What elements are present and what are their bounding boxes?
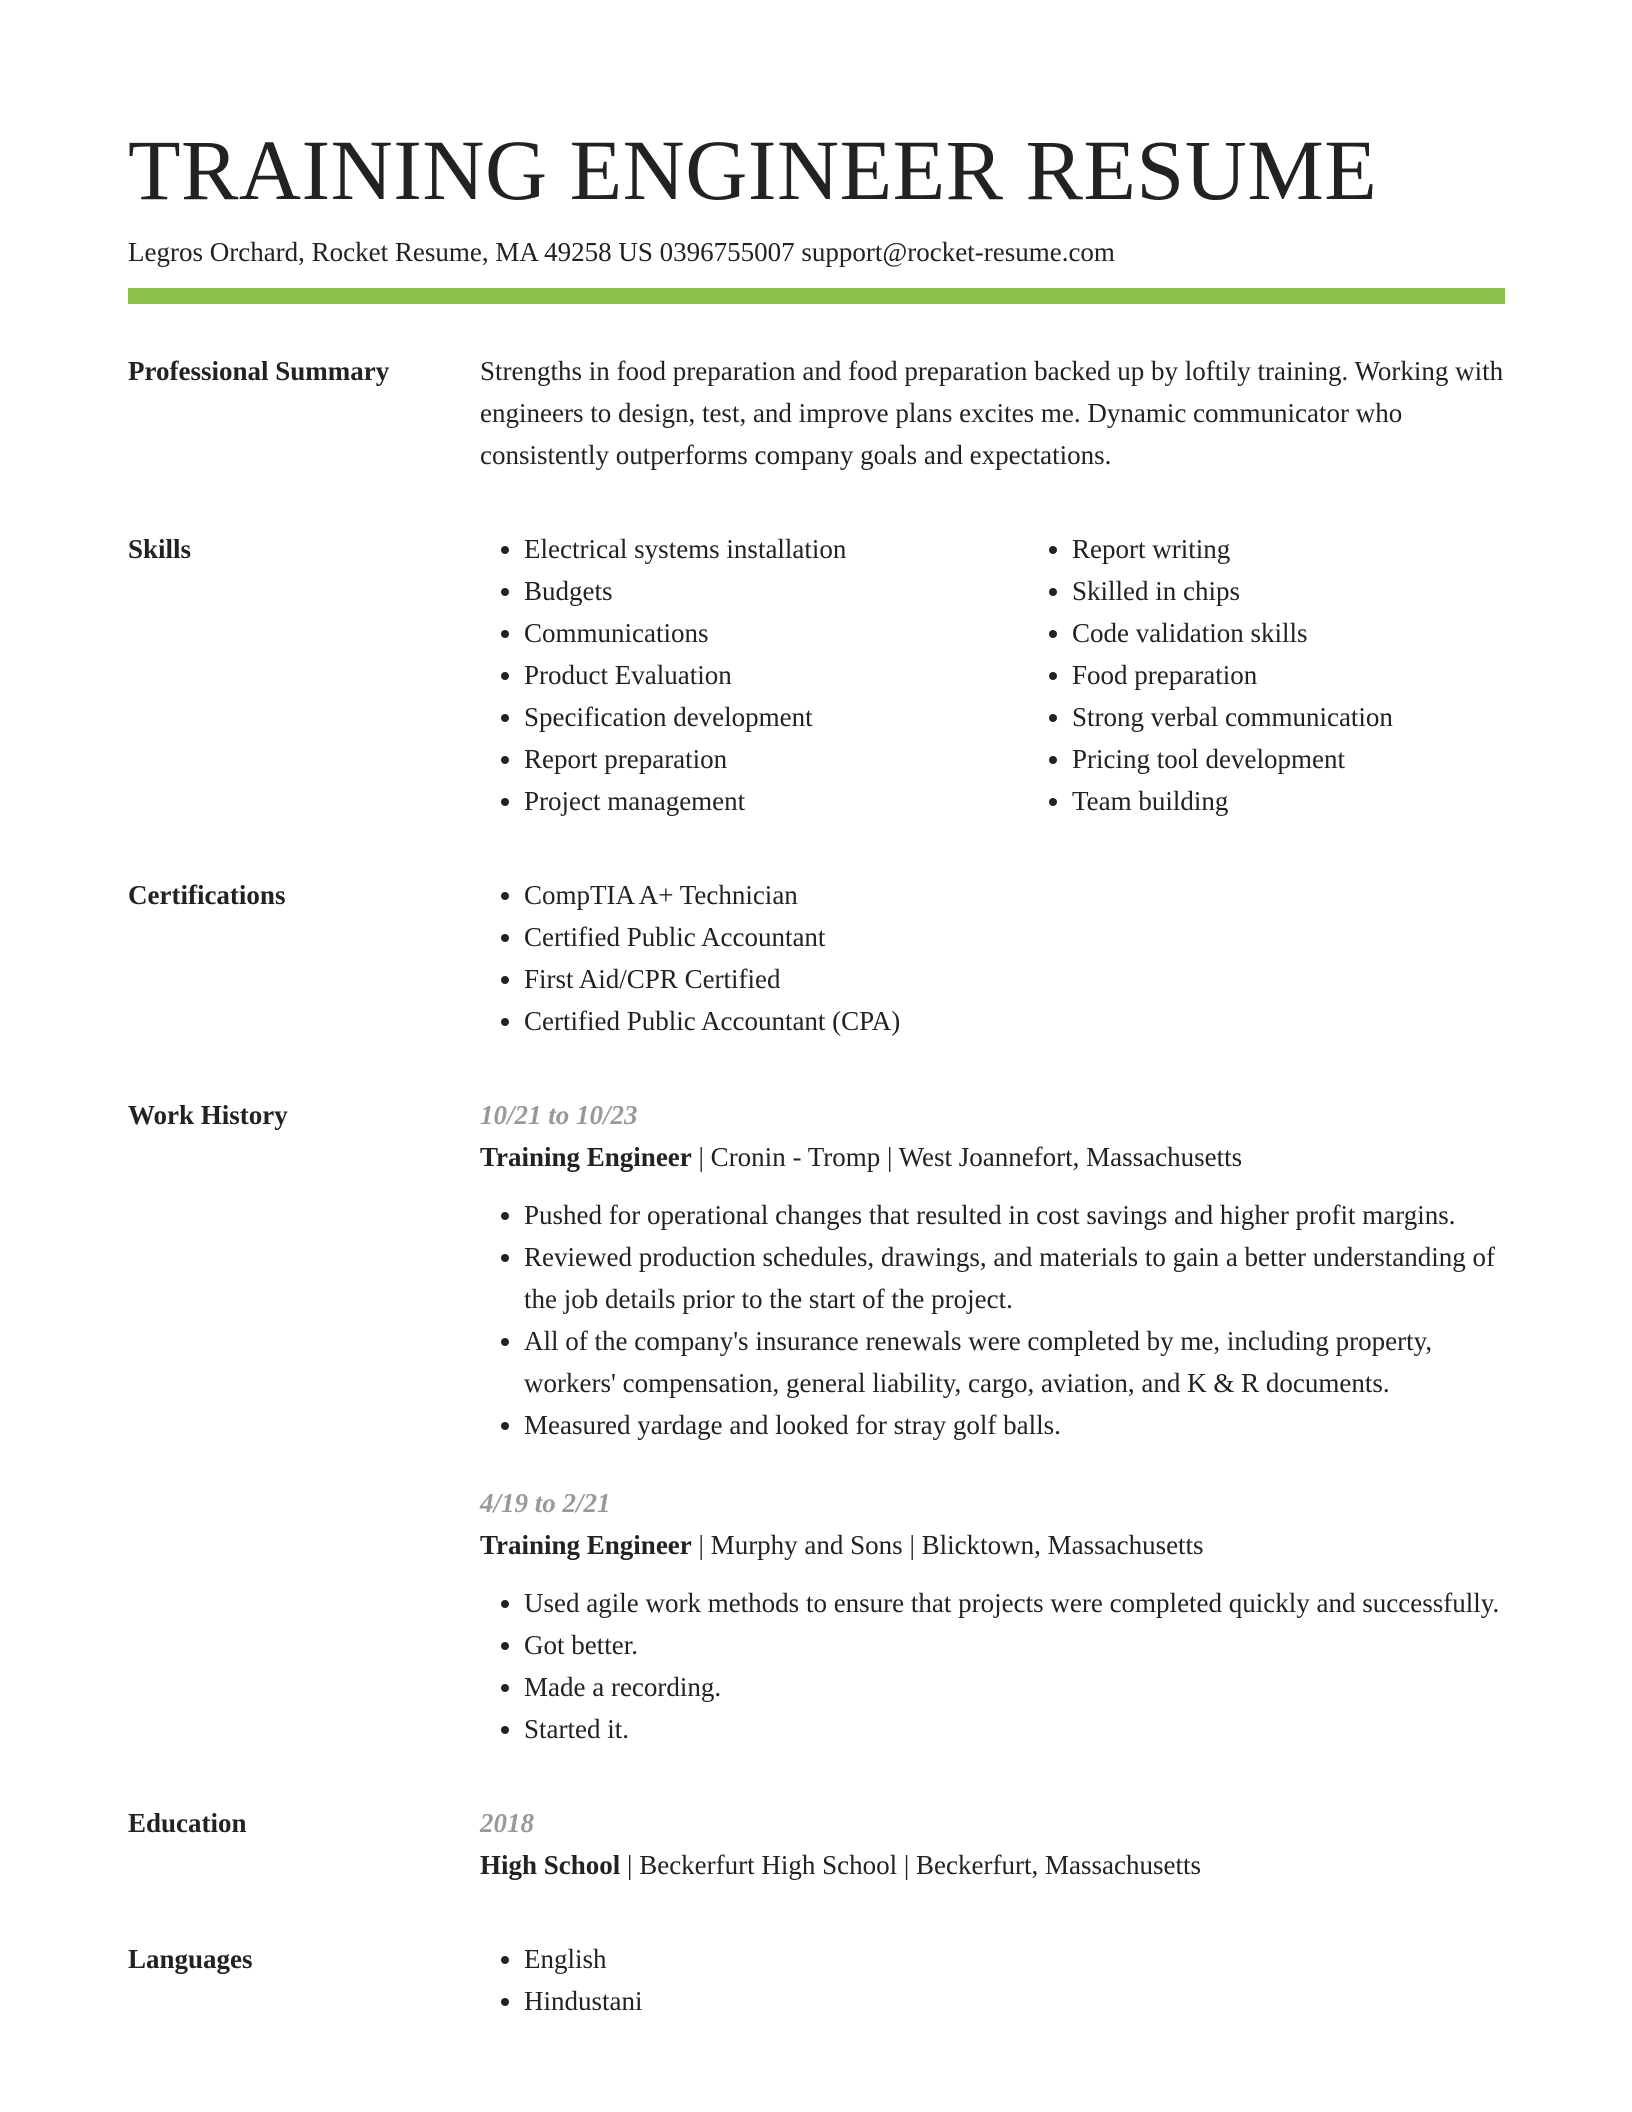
job-entry: [480, 1094, 1505, 1446]
education-heading: [480, 1844, 1505, 1886]
job-bullet: • Got better.: [524, 1624, 1505, 1666]
section-label-education: Education: [128, 1808, 247, 1838]
section-label-skills: Skills: [128, 534, 192, 564]
resume-title: TRAINING ENGINEER RESUME: [128, 122, 1378, 218]
skill-item: • Budgets: [524, 570, 1028, 612]
job-heading: [480, 1136, 1505, 1178]
job-title: Training Engineer: [480, 1530, 692, 1560]
education-year: 2018: [480, 1808, 534, 1838]
job-bullets: [480, 1582, 1505, 1750]
languages-list: [480, 1938, 1505, 2022]
skill-item: • Electrical systems installation: [524, 528, 1028, 570]
language-item: • Hindustani: [524, 1980, 1505, 2022]
contact-info: Legros Orchard, Rocket Resume, MA 49258 US 0396755007 support@rocket-resume.com: [128, 237, 1115, 267]
skill-item: • Code validation skills: [1072, 612, 1576, 654]
skill-item: • Skilled in chips: [1072, 570, 1576, 612]
education-school-location: | Beckerfurt High School | Beckerfurt, Massachusetts: [620, 1850, 1201, 1880]
job-employer-location: | Cronin - Tromp | West Joannefort, Massachusetts: [691, 1142, 1243, 1172]
certifications-list: [480, 874, 1505, 1042]
education-section: [128, 1802, 1505, 1886]
job-bullet: • Started it.: [524, 1708, 1505, 1750]
job-bullet: • Measured yardage and looked for stray golf balls.: [524, 1404, 1505, 1446]
job-dates: 10/21 to 10/23: [480, 1100, 638, 1130]
skill-item: • Communications: [524, 612, 1028, 654]
skill-item: • Team building: [1072, 780, 1576, 822]
certifications-section: [128, 874, 1505, 1042]
job-employer-location: | Murphy and Sons | Blicktown, Massachusetts: [691, 1530, 1204, 1560]
skill-item: • Strong verbal communication: [1072, 696, 1576, 738]
summary-text: Strengths in food preparation and food preparation backed up by loftily training. Working with engineers to design, test, and improve plans excites me. Dynamic communicator who consistently outperforms company goals and expectations.: [480, 356, 1504, 470]
certification-item: • Certified Public Accountant (CPA): [524, 1000, 1505, 1042]
skill-item: • Project management: [524, 780, 1028, 822]
job-bullet: • Used agile work methods to ensure that projects were completed quickly and successfully.: [524, 1582, 1505, 1624]
section-label-summary: Professional Summary: [128, 356, 390, 386]
job-heading: [480, 1524, 1505, 1566]
job-bullet: • Reviewed production schedules, drawings, and materials to gain a better understanding of the job details prior to the start of the project.: [524, 1236, 1505, 1320]
work-history-section: [128, 1094, 1505, 1750]
job-title: Training Engineer: [480, 1142, 692, 1172]
job-bullet: • All of the company's insurance renewals were completed by me, including property, workers' compensation, general liability, cargo, aviation, and K & R documents.: [524, 1320, 1505, 1404]
section-label-certifications: Certifications: [128, 880, 286, 910]
accent-divider: [128, 288, 1505, 304]
skill-item: • Pricing tool development: [1072, 738, 1576, 780]
resume-page: [128, 120, 1505, 2022]
skill-item: • Specification development: [524, 696, 1028, 738]
job-bullet: • Made a recording.: [524, 1666, 1505, 1708]
job-dates: 4/19 to 2/21: [480, 1488, 611, 1518]
skill-item: • Report preparation: [524, 738, 1028, 780]
language-item: • English: [524, 1938, 1505, 1980]
job-bullets: [480, 1194, 1505, 1446]
skills-list-left: [480, 528, 1028, 822]
skill-item: • Food preparation: [1072, 654, 1576, 696]
certification-item: • Certified Public Accountant: [524, 916, 1505, 958]
job-bullet: • Pushed for operational changes that resulted in cost savings and higher profit margins.: [524, 1194, 1505, 1236]
section-label-languages: Languages: [128, 1944, 253, 1974]
certification-item: • CompTIA A+ Technician: [524, 874, 1505, 916]
summary-section: [128, 350, 1505, 476]
skill-item: • Product Evaluation: [524, 654, 1028, 696]
skills-list-right: [1028, 528, 1576, 822]
languages-section: [128, 1938, 1505, 2022]
section-label-work-history: Work History: [128, 1100, 288, 1130]
skill-item: • Report writing: [1072, 528, 1576, 570]
skills-section: [128, 528, 1505, 822]
job-entry: [480, 1482, 1505, 1750]
certification-item: • First Aid/CPR Certified: [524, 958, 1505, 1000]
education-degree: High School: [480, 1850, 621, 1880]
